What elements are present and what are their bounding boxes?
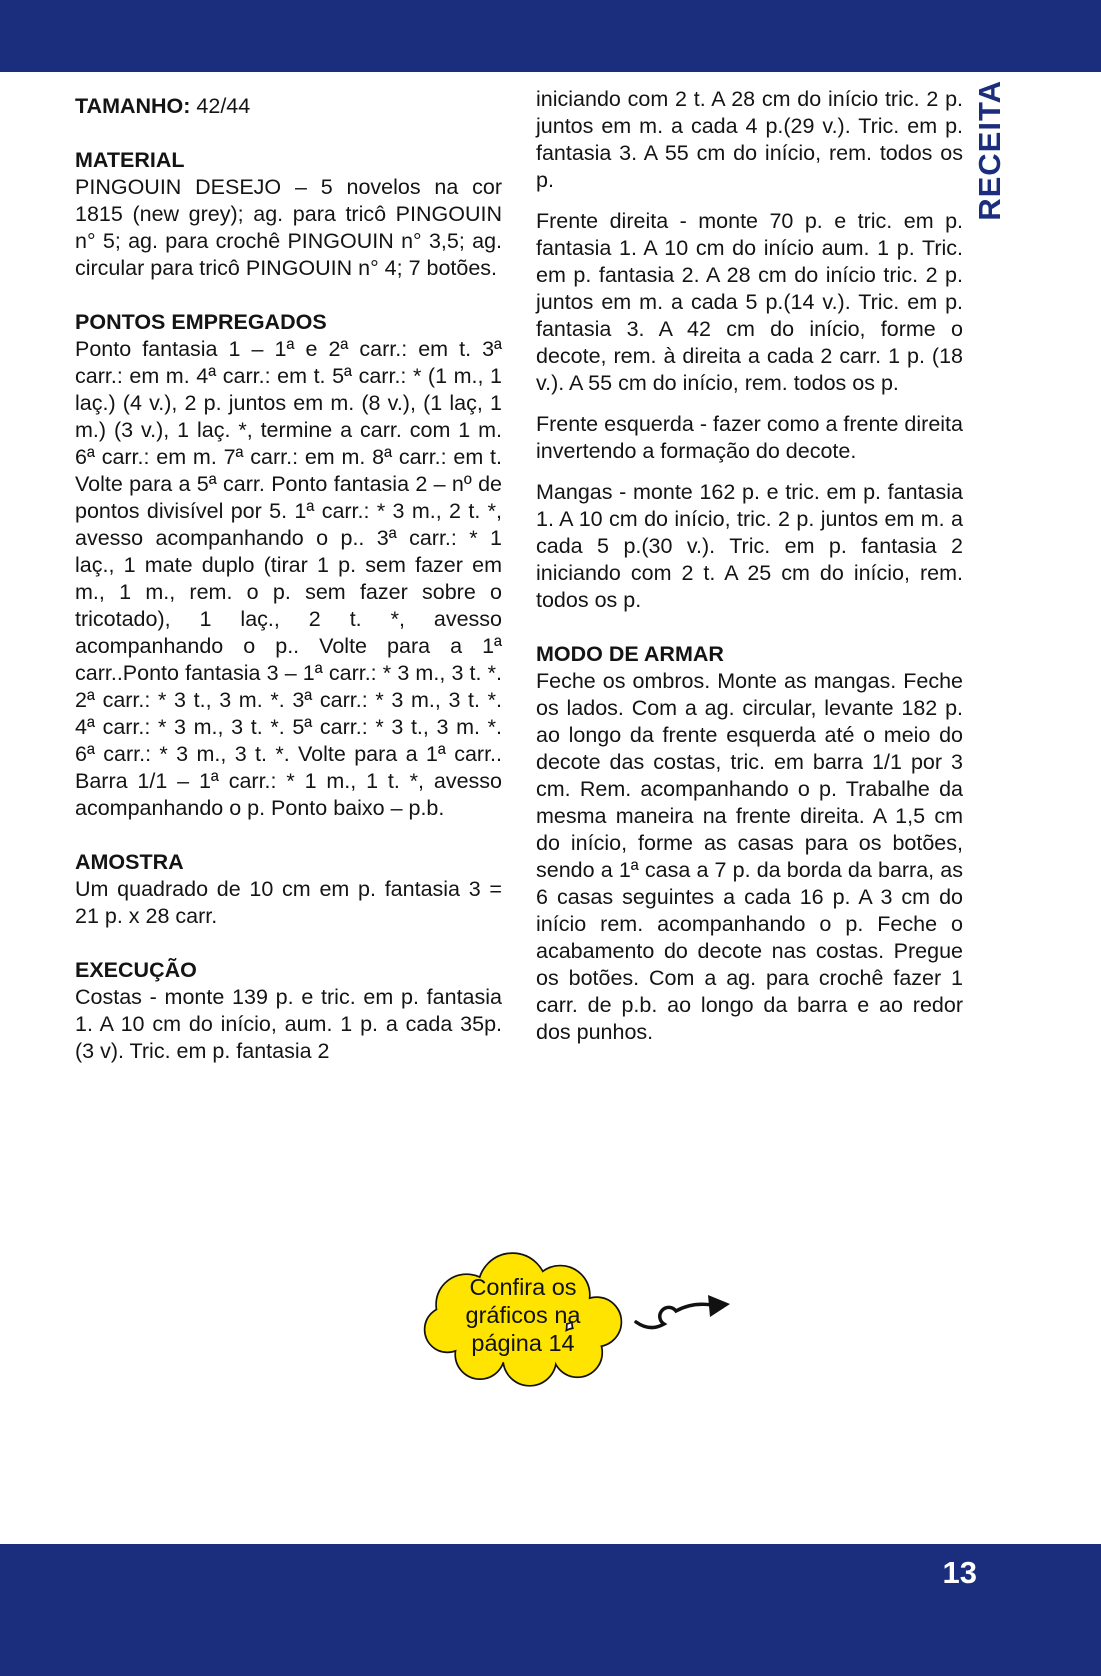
- receita-label: RECEITA: [972, 79, 1007, 221]
- tamanho-value: 42/44: [196, 94, 251, 118]
- page-number: 13: [942, 1555, 977, 1590]
- modo-de-armar-paragraph: Feche os ombros. Monte as mangas. Feche os lados. Com a ag. circular, levante 182 p. ao longo da frente esquerda até o meio do decote das costas, tric. em barra 1/1 por 3 cm. Rem. acompanhando o p. Trabalhe da mesma maneira na frente direita. A 1,5 cm do início, forme as casas para os botões, sendo a 1ª casa a 7 p. da borda da barra, as 6 casas seguintes a cada 16 p. A 3 cm do início rem. acompanhando o p. Feche o acabamento do decote nas costas. Pregue os botões. Com a ag. para crochê fazer 1 carr. de p.b. ao longo da barra e ao redor dos punhos.: [536, 669, 963, 1044]
- material-heading: MATERIAL: [75, 148, 185, 172]
- pontos-empregados-paragraph: Ponto fantasia 1 – 1ª e 2ª carr.: em t. 3ª carr.: em m. 4ª carr.: em t. 5ª carr.: * (1 m., 1 laç.) (4 v.), 2 p. juntos em m. (8 v.), (1 laç, 1 m.) (3 v.), 1 laç. *, termine a carr. com 1 m. 6ª carr.: em m. 7ª carr.: em m. 8ª carr.: em t. Volte para a 5ª carr. Ponto fantasia 2 – nº de pontos divisível por 5. 1ª carr.: * 3 m., 2 t. *, avesso acompanhando o p.. 3ª carr.: * 1 laç., 1 mate duplo (tirar 1 p. sem fazer em m., 1 m., rem. o p. sem fazer sobre o tricotado), 1 laç., 2 t. *, avesso acompanhando o p.. Volte para a 1ª carr..Ponto fantasia 3 – 1ª carr.: * 3 m., 3 t. *. 2ª carr.: * 3 t., 3 m. *. 3ª carr.: * 3 m., 3 t. *. 4ª carr.: * 3 m., 3 t. *. 5ª carr.: * 3 t., 3 m. *. 6ª carr.: * 3 m., 3 t. *. Volte para a 1ª carr.. Barra 1/1 – 1ª carr.: * 1 m., 1 t. *, avesso acompanhando o p. Ponto baixo – p.b.: [75, 337, 502, 820]
- bottom-navy-bar: [0, 1544, 1101, 1676]
- frente-esquerda-paragraph: Frente esquerda - fazer como a frente direita invertendo a formação do decote.: [536, 412, 963, 463]
- frente-direita-paragraph: Frente direita - monte 70 p. e tric. em p. fantasia 1. A 10 cm do início aum. 1 p. Tric. em p. fantasia 2. A 28 cm do início tric. 2 p. juntos em m. a cada 5 p.(14 v.). Tric. em p. fantasia 3. A 42 cm do início, forme o decote, rem. à direita a cada 2 carr. 1 p. (18 v.). A 55 cm do início, rem. todos os p.: [536, 209, 963, 395]
- callout-text: [413, 1273, 633, 1357]
- mangas-paragraph: Mangas - monte 162 p. e tric. em p. fantasia 1. A 10 cm do início, tric. 2 p. juntos em m. a cada 5 p.(30 v.). Tric. em p. fantasia 2 iniciando com 2 t. A 25 cm do início, rem. todos os p.: [536, 480, 963, 612]
- right-column: [536, 86, 963, 1046]
- material-paragraph: PINGOUIN DESEJO – 5 novelos na cor 1815 (new grey); ag. para tricô PINGOUIN n° 5; ag. para crochê PINGOUIN n° 3,5; ag. circular para tricô PINGOUIN n° 4; 7 botões.: [75, 175, 502, 280]
- left-column: [75, 93, 502, 1065]
- modo-de-armar-heading: MODO DE ARMAR: [536, 642, 724, 666]
- tamanho-line: [75, 93, 502, 120]
- callout-line-3: página 14: [471, 1330, 575, 1356]
- amostra-paragraph: Um quadrado de 10 cm em p. fantasia 3 = 21 p. x 28 carr.: [75, 877, 502, 928]
- receita-side-tab: [965, 80, 1015, 220]
- callout-line-2: gráficos na: [465, 1302, 581, 1328]
- callout-cloud: [413, 1246, 633, 1392]
- execucao-paragraph: Costas - monte 139 p. e tric. em p. fantasia 1. A 10 cm do início, aum. 1 p. a cada 35p. (3 v). Tric. em p. fantasia 2: [75, 985, 502, 1063]
- amostra-heading: AMOSTRA: [75, 850, 184, 874]
- execucao-heading: EXECUÇÃO: [75, 958, 197, 982]
- pontos-empregados-heading: PONTOS EMPREGADOS: [75, 310, 327, 334]
- top-navy-bar: [0, 0, 1101, 72]
- callout-arrow-icon: [632, 1288, 736, 1348]
- costas-continuation-paragraph: iniciando com 2 t. A 28 cm do início tric. 2 p. juntos em m. a cada 4 p.(29 v.). Tric. em p. fantasia 3. A 55 cm do início, rem. todos os p.: [536, 87, 963, 192]
- callout-line-1: Confira os: [469, 1274, 577, 1300]
- tamanho-label: TAMANHO:: [75, 94, 191, 118]
